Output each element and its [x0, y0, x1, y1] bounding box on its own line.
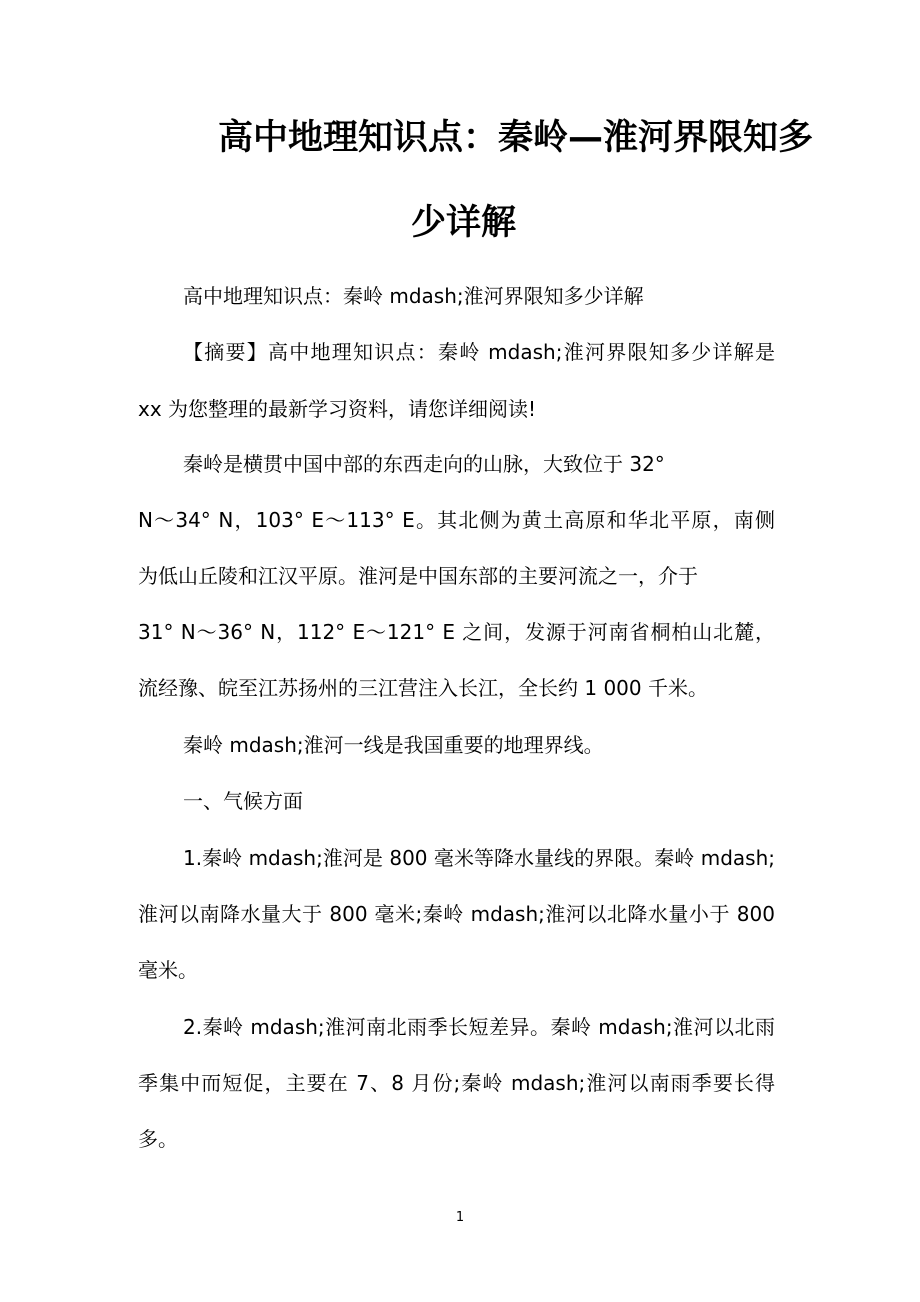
document-title-line-1: 高中地理知识点：秦岭—淮河界限知多 — [218, 118, 814, 158]
page-number: 1 — [455, 1210, 465, 1225]
paragraph-point-2-line: 多。 — [138, 1127, 178, 1151]
paragraph-intro-line: 秦岭是横贯中国中部的东西走向的山脉，大致位于 32° — [183, 452, 665, 476]
paragraph-abstract-line: xx 为您整理的最新学习资料，请您详细阅读! — [138, 397, 537, 421]
paragraph-boundary: 秦岭 mdash;淮河一线是我国重要的地理界线。 — [183, 733, 604, 757]
document-title-line-2: 少详解 — [411, 203, 517, 243]
paragraph-point-1-line: 1.秦岭 mdash;淮河是 800 毫米等降水量线的界限。秦岭 mdash; — [183, 846, 775, 870]
section-heading-climate: 一、气候方面 — [183, 789, 303, 813]
paragraph-intro-line: 31° N～36° N，112° E～121° E 之间，发源于河南省桐柏山北麓， — [138, 620, 775, 644]
paragraph-point-2-line: 2.秦岭 mdash;淮河南北雨季长短差异。秦岭 mdash;淮河以北雨 — [183, 1015, 775, 1039]
paragraph-point-1-line: 淮河以南降水量大于 800 毫米;秦岭 mdash;淮河以北降水量小于 800 — [138, 902, 775, 926]
paragraph-intro-line: 为低山丘陵和江汉平原。淮河是中国东部的主要河流之一，介于 — [138, 564, 698, 588]
paragraph-subtitle: 高中地理知识点：秦岭 mdash;淮河界限知多少详解 — [183, 284, 644, 308]
paragraph-abstract-line: 【摘要】高中地理知识点：秦岭 mdash;淮河界限知多少详解是 — [183, 340, 775, 364]
paragraph-point-2-line: 季集中而短促，主要在 7、8 月份;秦岭 mdash;淮河以南雨季要长得 — [138, 1071, 775, 1095]
paragraph-point-1-line: 毫米。 — [138, 958, 198, 982]
paragraph-intro-line: 流经豫、皖至江苏扬州的三江营注入长江，全长约 1 000 千米。 — [138, 676, 708, 700]
paragraph-intro-line: N～34° N，103° E～113° E。其北侧为黄土高原和华北平原，南侧 — [138, 508, 775, 532]
